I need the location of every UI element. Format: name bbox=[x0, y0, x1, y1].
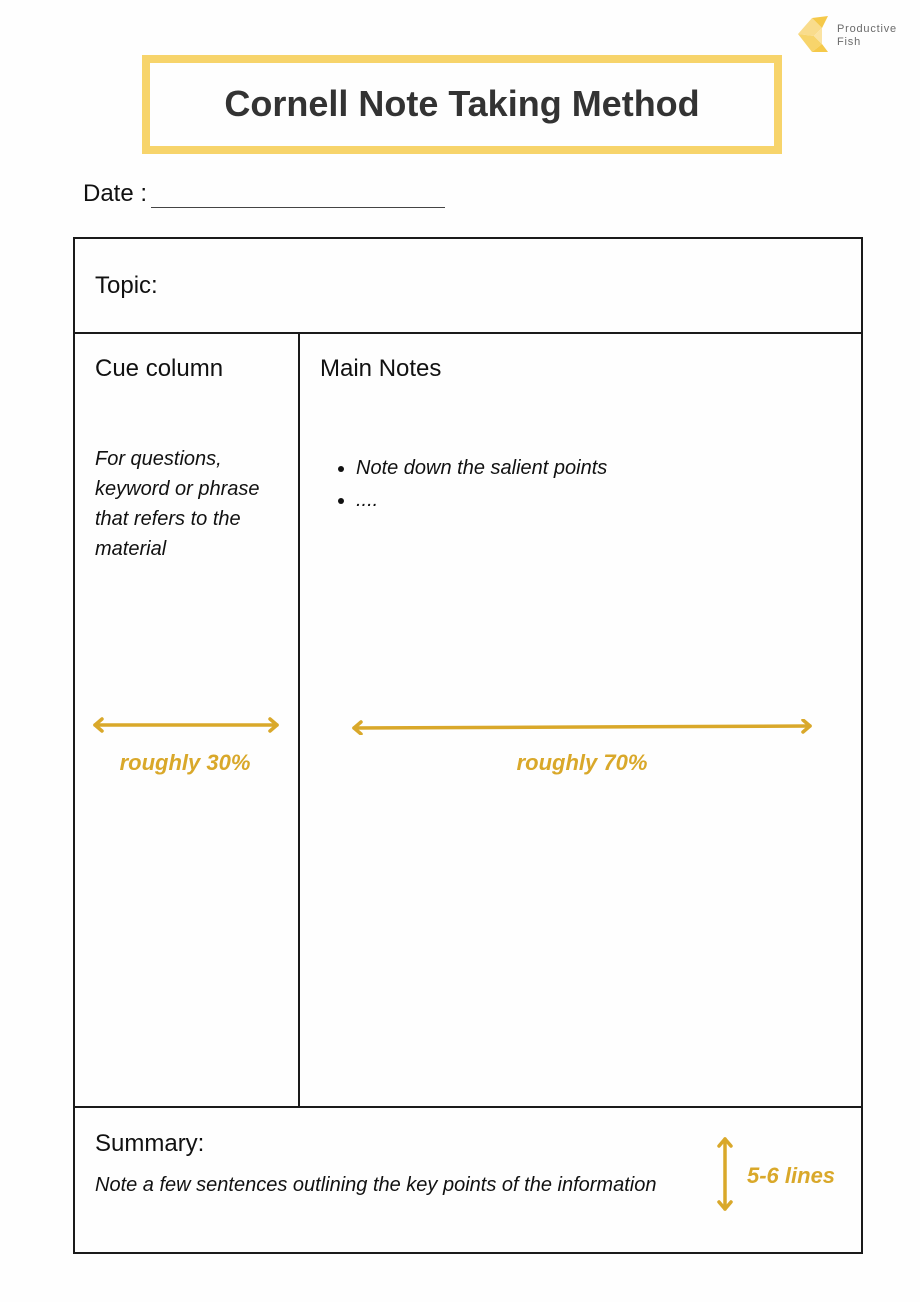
brand-name-line2: Fish bbox=[837, 36, 861, 48]
horizontal-double-arrow-icon bbox=[91, 717, 281, 733]
page-title: Cornell Note Taking Method bbox=[224, 82, 700, 124]
topic-section[interactable] bbox=[75, 239, 861, 334]
brand-name bbox=[837, 23, 897, 49]
horizontal-double-arrow-icon bbox=[350, 719, 814, 735]
cue-width-annotation: roughly 30% bbox=[119, 750, 251, 775]
list-item: • Note down the salient points bbox=[356, 452, 607, 484]
summary-heading: Summary: bbox=[95, 1130, 205, 1157]
date-field[interactable] bbox=[151, 181, 445, 208]
main-notes-section[interactable] bbox=[300, 334, 861, 1106]
title-box bbox=[142, 55, 782, 154]
main-notes-heading: Main Notes bbox=[320, 355, 442, 382]
notes-width-annotation: roughly 70% bbox=[516, 750, 648, 775]
cue-column-section[interactable] bbox=[75, 334, 300, 1106]
productive-fish-logo bbox=[796, 14, 916, 56]
topic-label: Topic: bbox=[95, 272, 158, 299]
brand-name-line1: Productive bbox=[837, 23, 897, 35]
cue-column-description: For questions, keyword or phrase that refers to the material bbox=[95, 448, 260, 560]
summary-height-annotation: 5-6 lines bbox=[747, 1163, 836, 1188]
list-item: • .... bbox=[356, 484, 607, 516]
main-notes-list bbox=[330, 452, 607, 516]
fish-icon bbox=[796, 14, 832, 54]
summary-description: Note a few sentences outlining the key points of the information bbox=[95, 1174, 657, 1196]
cornell-sheet bbox=[73, 237, 863, 1254]
date-label: Date : bbox=[83, 180, 148, 207]
date-row bbox=[83, 180, 445, 208]
vertical-double-arrow-icon bbox=[715, 1135, 735, 1213]
cue-column-heading: Cue column bbox=[95, 355, 224, 382]
summary-section[interactable] bbox=[75, 1106, 861, 1254]
